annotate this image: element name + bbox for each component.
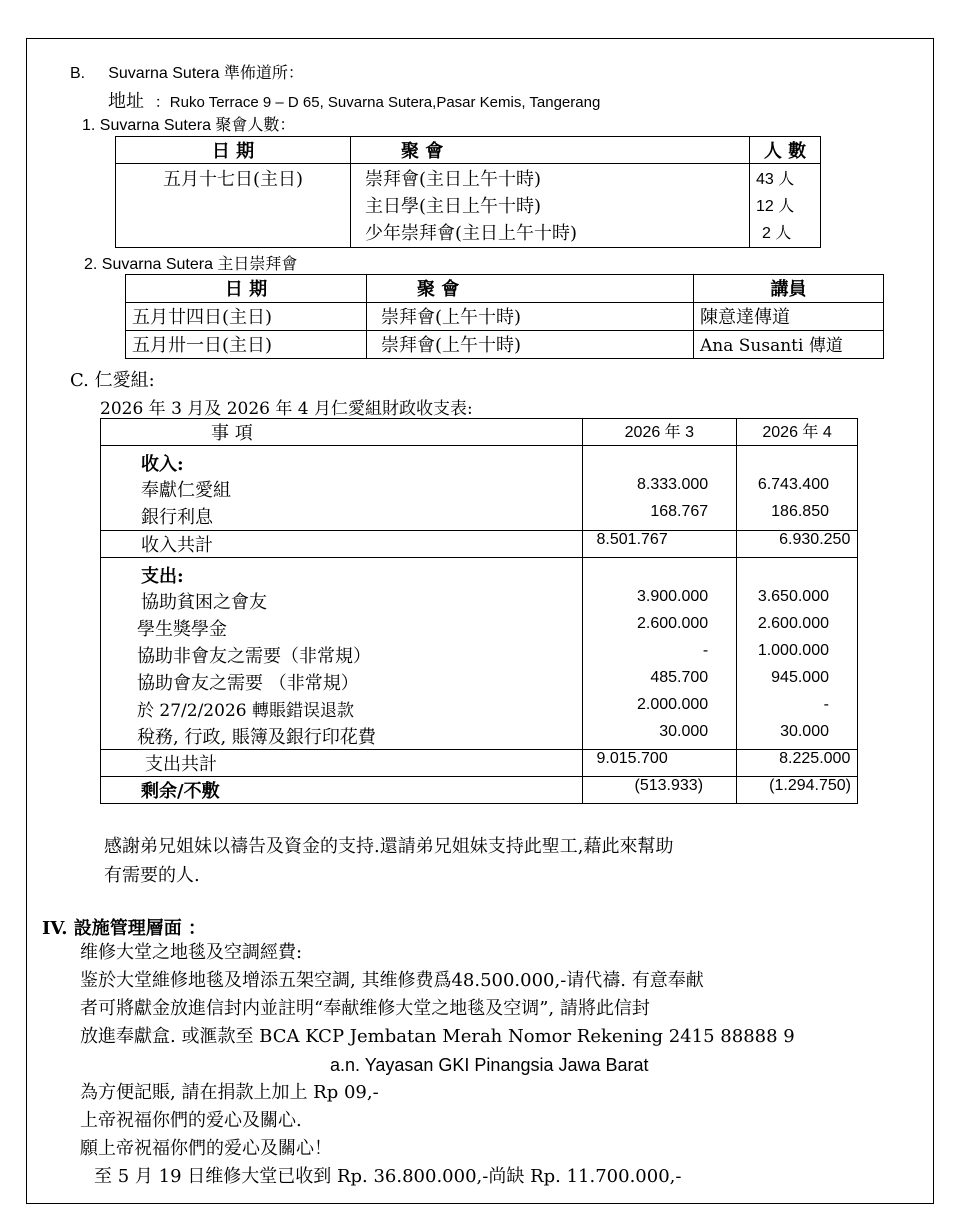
worship-date: 五月卅一日(主日) (126, 331, 367, 359)
income-row (101, 476, 858, 503)
expense-item-april: 30.000 (737, 723, 858, 750)
income-item-march: 8.333.000 (582, 476, 737, 503)
attendance-table (115, 136, 821, 248)
expense-row (101, 696, 858, 723)
expense-label: 支出: (101, 557, 583, 588)
section-iv-line: 上帝祝福你們的爱心及關心. (80, 1110, 302, 1131)
income-item-april: 6.743.400 (737, 476, 858, 503)
section-b-title: Suvarna Sutera 準佈道所： (108, 65, 304, 82)
finance-table (100, 418, 858, 804)
section-b-marker: B. (70, 65, 86, 82)
section-iv-line: 者可將獻金放進信封内並註明“奉献维修大堂之地毯及空调”, 請將此信封 (80, 998, 650, 1019)
balance-march: (513.933) (582, 777, 737, 804)
income-row (101, 503, 858, 530)
expense-item-march: 30.000 (582, 723, 737, 750)
expense-item-label: 於 27/2/2026 轉賬錯误退款 (101, 696, 583, 723)
expense-item-label: 協助會友之需要 （非常規） (101, 669, 583, 696)
income-total-march: 8.501.767 (582, 530, 737, 557)
count-item: 12 人 (756, 198, 795, 215)
balance-row (101, 777, 858, 804)
worship-date: 五月廿四日(主日) (126, 303, 367, 331)
thanks-line: 感謝弟兄姐妹以禱告及資金的支持.還請弟兄姐妹支持此聖工,藉此來幫助 (104, 836, 674, 857)
expense-row (101, 642, 858, 669)
expense-item-march: 2.000.000 (582, 696, 737, 723)
expense-total-label: 支出共計 (101, 750, 583, 777)
meeting-item: 崇拜會(主日上午十時) (365, 169, 542, 190)
section-iv-line: 願上帝祝福你們的爱心及關心！ (80, 1138, 332, 1159)
income-item-march: 168.767 (582, 503, 737, 530)
attendance-counts (750, 164, 821, 248)
finance-col-april: 2026 年 4 (737, 419, 858, 446)
fundraising-status: 至 5 月 19 日维修大堂已收到 Rp. 36.800.000,-尚缺 Rp. 11.700.000,- (94, 1166, 682, 1187)
worship-row (126, 331, 884, 359)
count-item: 43 人 (756, 171, 795, 188)
expense-item-march: 485.700 (582, 669, 737, 696)
section-c-title: C. 仁愛組: (70, 370, 155, 391)
expense-row (101, 669, 858, 696)
section-iv-line: 為方便記賬, 請在捐款上加上 Rp 09,- (80, 1082, 379, 1103)
bank-account-line: 放進奉獻盒. 或滙款至 BCA KCP Jembatan Merah Nomor Rekening 2415 88888 9 (80, 1026, 795, 1047)
income-total-label: 收入共計 (101, 530, 583, 557)
attendance-col-date: 日 期 (116, 137, 351, 164)
thanks-paragraph (104, 832, 673, 890)
section-iv-line: 维修大堂之地毯及空調經費: (80, 942, 303, 963)
expense-row (101, 588, 858, 615)
expense-item-april: 2.600.000 (737, 615, 858, 642)
section-iv-body (80, 939, 795, 1191)
expense-total-april: 8.225.000 (737, 750, 858, 777)
expense-row (101, 615, 858, 642)
income-total-april: 6.930.250 (737, 530, 858, 557)
worship-speaker: Ana Susanti 傳道 (694, 331, 884, 359)
section-c-subtitle: 2026 年 3 月及 2026 年 4 月仁愛組財政收支表: (100, 399, 473, 419)
expense-item-label: 稅務, 行政, 賬簿及銀行印花費 (101, 723, 583, 750)
attendance-col-count: 人 數 (750, 137, 821, 164)
section-iv-title: IV. 設施管理層面 ： (42, 918, 207, 939)
balance-april: (1.294.750) (737, 777, 858, 804)
worship-col-date: 日 期 (126, 275, 367, 303)
address-label: 地址 (108, 91, 144, 112)
expense-item-march: 3.900.000 (582, 588, 737, 615)
expense-total-march: 9.015.700 (582, 750, 737, 777)
attendance-date: 五月十七日(主日) (116, 164, 351, 248)
expense-item-label: 協助貧困之會友 (101, 588, 583, 615)
worship-col-speaker: 講員 (694, 275, 884, 303)
attendance-meetings (351, 164, 750, 248)
expense-item-april: - (737, 696, 858, 723)
expense-total-row (101, 750, 858, 777)
section-iv-line: 鉴於大堂維修地毯及增添五架空調, 其维修费爲48.500.000,-请代禱. 有意奉献 (80, 970, 704, 991)
expense-item-april: 1.000.000 (737, 642, 858, 669)
expense-item-march: 2.600.000 (582, 615, 737, 642)
attendance-col-meeting: 聚 會 (351, 137, 750, 164)
count-item: 2 人 (762, 225, 792, 242)
section-b-header (70, 60, 304, 83)
expense-item-april: 945.000 (737, 669, 858, 696)
worship-row (126, 303, 884, 331)
account-name: a.n. Yayasan GKI Pinangsia Jawa Barat (330, 1055, 649, 1075)
meeting-item: 主日學(主日上午十時) (365, 196, 542, 217)
attendance-heading: 1. Suvarna Sutera 聚會人數： (82, 117, 296, 134)
expense-row (101, 723, 858, 750)
worship-speaker: 陳意達傳道 (694, 303, 884, 331)
expense-item-label: 協助非會友之需要（非常規） (101, 642, 583, 669)
income-item-april: 186.850 (737, 503, 858, 530)
expense-item-label: 學生獎學金 (101, 615, 583, 642)
income-label: 收入: (101, 446, 583, 477)
meeting-item: 少年崇拜會(主日上午十時) (365, 223, 578, 244)
income-item-label: 銀行利息 (101, 503, 583, 530)
income-item-label: 奉獻仁愛組 (101, 476, 583, 503)
income-total-row (101, 530, 858, 557)
worship-table (125, 274, 884, 359)
expense-item-april: 3.650.000 (737, 588, 858, 615)
finance-col-march: 2026 年 3 (582, 419, 737, 446)
expense-item-march: - (582, 642, 737, 669)
worship-col-meeting: 聚 會 (367, 275, 694, 303)
worship-meeting: 崇拜會(上午十時) (367, 303, 694, 331)
balance-label: 剩余/不敷 (101, 777, 583, 804)
thanks-line: 有需要的人. (104, 865, 200, 886)
finance-col-item: 事 項 (101, 419, 583, 446)
address-line (108, 87, 600, 113)
address-value: ：Ruko Terrace 9 – D 65, Suvarna Sutera,Pasar Kemis, Tangerang (154, 94, 601, 111)
worship-heading: 2. Suvarna Sutera 主日崇拜會 (84, 256, 298, 273)
worship-meeting: 崇拜會(上午十時) (367, 331, 694, 359)
